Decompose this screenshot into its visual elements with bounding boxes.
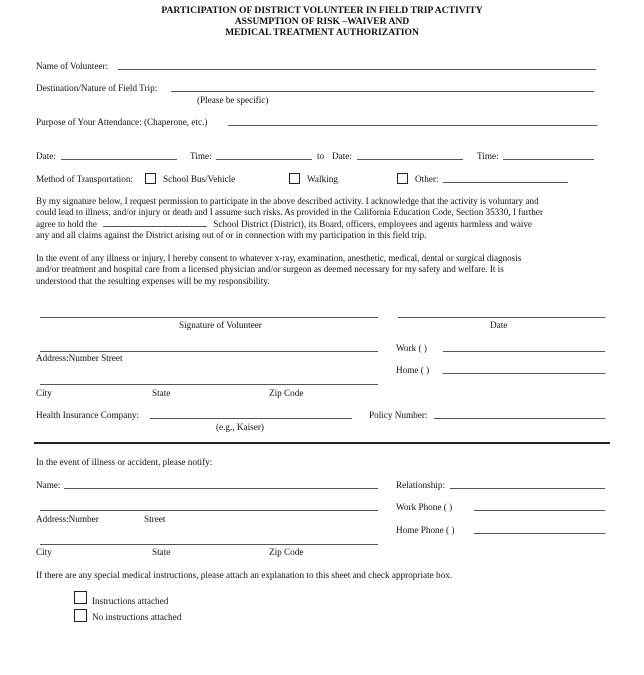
date-label: Date: — [36, 151, 56, 161]
waiver-line-1: By my signature below, I request permission to participate in the above described activity. I acknowledge that the activity is voluntary and — [36, 196, 539, 206]
other-checkbox[interactable] — [397, 173, 408, 184]
consent-line-1: In the event of any illness or injury, I hereby consent to whatever x-ray, examination, anesthetic, medical, dental or surgical diagnosis — [36, 253, 522, 263]
transport-label: Method of Transportation: — [36, 174, 133, 184]
emergency-address-number-label: Address:Number — [36, 514, 99, 524]
destination-field[interactable] — [171, 91, 594, 92]
emergency-work-phone-label: Work Phone ( ) — [396, 502, 453, 512]
state-label: State — [152, 388, 171, 398]
waiver-paragraph — [36, 196, 604, 242]
return-time-field[interactable] — [503, 159, 594, 160]
purpose-field[interactable] — [228, 125, 597, 126]
time-field[interactable] — [216, 159, 312, 160]
no-instructions-label: No instructions attached — [92, 612, 182, 622]
relationship-field[interactable] — [450, 488, 605, 489]
time-label: Time: — [190, 151, 212, 161]
signature-field[interactable] — [40, 317, 378, 318]
emergency-intro: In the event of illness or accident, please notify: — [36, 457, 213, 467]
emergency-city-label: City — [36, 547, 52, 557]
emergency-city-state-zip-field[interactable] — [40, 544, 378, 545]
relationship-label: Relationship: — [396, 480, 445, 490]
signature-date-label: Date — [490, 320, 508, 330]
emergency-name-label: Name: — [36, 480, 61, 490]
emergency-address-street-label: Street — [144, 514, 166, 524]
destination-label: Destination/Nature of Field Trip: — [36, 83, 158, 93]
instructions-attached-label: Instructions attached — [92, 596, 169, 606]
home-phone-label: Home ( ) — [396, 365, 430, 375]
emergency-home-phone-field[interactable] — [474, 533, 605, 534]
waiver-line-4: any and all claims against the District arising out of or in connection with my participation in this field trip. — [36, 230, 427, 241]
waiver-line-2: could lead to illness, and/or injury or death and I assume such risks. As provided in the California Education Code, Section 35330, I further — [36, 207, 543, 218]
section-divider — [34, 442, 610, 444]
form-title-line2: ASSUMPTION OF RISK –WAIVER AND — [234, 16, 410, 27]
city-state-zip-field[interactable] — [40, 384, 378, 385]
zip-label: Zip Code — [269, 388, 304, 398]
medical-instruction: If there are any special medical instructions, please attach an explanation to this sheet and check appropriate box. — [36, 570, 453, 580]
other-label: Other: — [415, 174, 439, 184]
policy-label: Policy Number: — [369, 410, 428, 420]
to-label: to — [317, 151, 325, 161]
school-bus-label: School Bus/Vehicle — [163, 174, 236, 184]
work-phone-field[interactable] — [443, 351, 605, 352]
emergency-zip-label: Zip Code — [269, 547, 304, 557]
home-phone-field[interactable] — [443, 373, 605, 374]
volunteer-name-field[interactable] — [118, 69, 596, 70]
emergency-work-phone-field[interactable] — [474, 510, 605, 511]
walking-checkbox[interactable] — [289, 173, 300, 184]
date-field[interactable] — [61, 159, 177, 160]
emergency-home-phone-label: Home Phone ( ) — [396, 525, 455, 535]
return-date-field[interactable] — [357, 159, 463, 160]
consent-paragraph — [36, 253, 604, 287]
emergency-name-field[interactable] — [64, 488, 378, 489]
consent-line-3: understood that the resulting expenses will be my responsibility. — [36, 275, 270, 286]
signature-label: Signature of Volunteer — [179, 320, 262, 330]
insurance-hint: (e.g., Kaiser) — [216, 422, 264, 432]
waiver-line-3 — [36, 219, 604, 230]
return-time-label: Time: — [477, 151, 499, 161]
policy-field[interactable] — [434, 418, 605, 419]
waiver-line-3b: School District (District), its Board, officers, employees and agents harmless and waive — [213, 218, 532, 229]
waiver-line-3a: agree to hold the — [36, 218, 97, 229]
consent-line-2: and/or treatment and hospital care from a licensed physician and/or surgeon as deemed necessary for my safety and welfare. It is — [36, 264, 504, 275]
emergency-address-field[interactable] — [40, 510, 378, 511]
emergency-state-label: State — [152, 547, 171, 557]
other-transport-field[interactable] — [443, 182, 568, 183]
insurance-field[interactable] — [150, 418, 352, 419]
no-instructions-checkbox[interactable] — [74, 609, 87, 622]
address-field[interactable] — [40, 351, 378, 352]
insurance-label: Health Insurance Company: — [36, 410, 140, 420]
address-label: Address:Number Street — [36, 353, 123, 363]
school-bus-checkbox[interactable] — [145, 173, 156, 184]
destination-hint: (Please be specific) — [197, 95, 269, 105]
city-label: City — [36, 388, 52, 398]
volunteer-name-label: Name of Volunteer: — [36, 61, 109, 71]
signature-date-field[interactable] — [398, 317, 605, 318]
form-title-line1: PARTICIPATION OF DISTRICT VOLUNTEER IN FIELD TRIP ACTIVITY — [161, 5, 483, 16]
school-district-field[interactable] — [103, 219, 207, 227]
purpose-label: Purpose of Your Attendance: (Chaperone, etc.) — [36, 117, 208, 127]
walking-label: Walking — [307, 174, 338, 184]
work-phone-label: Work ( ) — [396, 343, 427, 353]
instructions-attached-checkbox[interactable] — [74, 591, 87, 604]
return-date-label: Date: — [332, 151, 352, 161]
form-title-line3: MEDICAL TREATMENT AUTHORIZATION — [225, 27, 419, 38]
